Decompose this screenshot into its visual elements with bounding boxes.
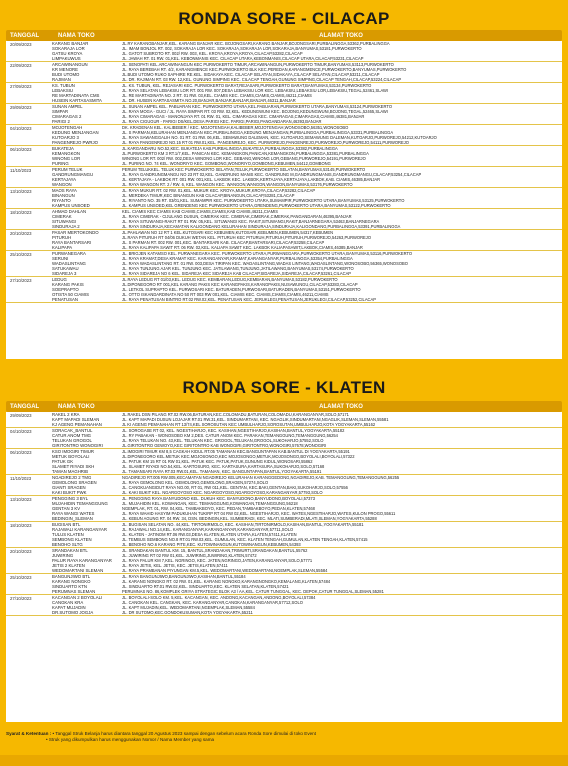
- store-name: CANGKAN KRA: [52, 600, 84, 605]
- store-address: JL. RAYA SIDAREJA NO 6 KEL. SIDAREJA KEC SIDAREJA KAB CILACAP,SIDAREJA,SIDAREJA,CILACAP,53261,CILACAP: [122, 271, 352, 276]
- store-name: SORACAK_BANTUL: [52, 428, 93, 433]
- store-name: PARIGI 2: [52, 119, 70, 124]
- date-group: [6, 209, 562, 230]
- store-address: JL.RAYA LEDUG RT 01/03,KEL. LEDUG KEC. KEMBARAN,LEDUG,KEMBARAN,BANYUMAS,53182,PURWOKERTO: [122, 277, 338, 282]
- store-address: JL. BUGISAN SELATAN NO. 44,KEL. TIRTONIRMOLO, KEC. KASIHAN,TIRTONIRMOLO,KASIHAN,BANTUL,YOGYAKARTA,55181: [122, 522, 364, 527]
- store-address: JL.DIPONEGORO KEL.METUK KEC.MOJOSONGO,KEC MOJOSONGO,METUK,MOJOSONGO,BOYOLALI,BOYOLALI,57322: [122, 454, 355, 459]
- store-name: PENGGING 3 BYL: [52, 496, 89, 501]
- table-row: [50, 182, 562, 187]
- date-group: [6, 41, 562, 62]
- store-name: WANGON: [52, 182, 72, 187]
- store-name: KS. TUBUN: [52, 83, 75, 88]
- store-address: JL. DR. RAJIMAN RT. 03 RW. 12,KEL. GUNUNG SIMPING KEC. CILACAP TENGAH,GUNUNG SIMPING,CILACAP TENGAH,CILACAP,53224,CILACAP: [122, 77, 402, 82]
- store-address: JL. RAYA PALUR KM 7,KEL. NGRINGO, KEC. JATEN,NGRINGO,JATEN,KARANGANYAR,SOLO,57771: [122, 558, 313, 563]
- row-date: 20/09/2023: [10, 42, 32, 47]
- row-date: 18/10/2023: [10, 523, 32, 528]
- store-address: PERUM TELUKKEL. TELUK KEC PURWOKERTO SELATAN,TELUK,PURWOKERTO SELATAN,BANYUMAS,53145,PURWOKERTO: [122, 167, 366, 172]
- store-name: KUTOARJO 3: [52, 135, 79, 140]
- header-store-address: ALAMAT TOKO: [319, 403, 363, 410]
- store-address: JL. RAYA PRAMBANAN PIYUNGAN KM.5,KEL. WEDOMARTANI,WEDOMARTANI,NGEMPLAK,SLEMAN,55584: [122, 568, 328, 573]
- store-address: JL. KERTAJAYA - LAKBOK RT. 001 RW. 001,KEL. LAKBOK KEC. LAKBOK,KERTAJAYA,KERTAJAYA,LAKBOK,KAB. CIAMIS,46385,BANJAR: [122, 177, 381, 182]
- store-address: DK. KRADENAN KEL. KALIBEBER / KEC. MOJOTENGAH,KALIBEBER,MOJOTENGAH,WONOSOBO,56351,WONOSOBO: [122, 125, 349, 130]
- store-address: JL. S PARMAN RT. 002 RW. 001,KEC. BANTARSARI KAB. CILACAP,BANTARSARI,CILACAP,53258,CILACAP: [122, 240, 325, 245]
- terms-line-2: • Struk yang dikumpulkan harus menggunakan Nomor / Nama Member yang sama: [46, 737, 215, 742]
- row-date: 04/10/2023: [10, 429, 32, 434]
- store-address: JL. KARANG NONGKO RT. 02 RW. 01,KEL. KARANG NONGKO,KARANGNONGKO,KEMALANG,KLATEN,57484: [122, 579, 331, 584]
- store-address: JL.GIRITONTRO GEWOYO,KEC GIRITONTRO KAB WONOGIRI,GIRITONTRO,WONOGIRI,57678,WONOGIRI: [122, 443, 327, 448]
- date-group: [6, 277, 562, 303]
- terms-footer: [6, 731, 562, 743]
- store-address: JL. JUWIRING RT 02 RW 01,KEL. JUWIRING,JUWIRING,KLATEN,57472: [122, 553, 257, 558]
- store-address: JL. SENOPATI KEL.ARCAWINANGUN KEC PURWOKERTO TIMUR,ARCAWINANGUN,PURWOKERTO TIMUR,BANYUMAS,53113,PURWOKERTO: [122, 62, 394, 67]
- store-name: KARANG BANJAR: [52, 41, 89, 46]
- store-address: JL. CANGKUANGIDUT RAYA NO.00, RT 01, RW 011,KEL. GENTAN, KEC.BAKI,GENTAN,BAKI,SUKOHARJO,SOLO,57556: [122, 485, 348, 490]
- header-date: TANGGAL: [10, 32, 40, 39]
- store-address: JL.IMOGIRI TIMUR KM 8,5 CAGKAH KIDUL RT.05 TAMANAN KEC.BANGUNTAPAN KAB.BANTUL DI YOGYAKARTA,55191: [122, 449, 350, 454]
- date-group: [6, 574, 562, 595]
- store-name: RAJIMAN: [52, 77, 71, 82]
- store-name: KAKI BUKIT PWK: [52, 490, 87, 495]
- store-name: KR MENORE: [52, 67, 79, 72]
- store-name: SRANDAKAN BTL: [52, 548, 88, 553]
- store-name: GIANTI SRAGEN: [52, 485, 86, 490]
- store-name: SEMBONG KLATEN: [52, 537, 92, 542]
- store-address: JL. MUJAHIDIN KEL. KOWANGAN, KEC. TEMANGGUNG,KOWANGAN,TEMANGGUNG,56218: [122, 501, 298, 506]
- store-address: JL. BOYOLALI-SOLO KM. 5,KEL. KACANGAN, KEC. ANDONG,KACANGAN,ANDONG,BOYOLALI,57384: [122, 595, 316, 600]
- date-group: [6, 449, 562, 475]
- store-name: BANGUNJIWO BTL: [52, 574, 91, 579]
- store-address: JL. RAYA SITUWANGI-RAKIT RT 01 RW. 05,KEL. SITUWANGI KEC. RAKIT,SITUWANGI,RAKIT,BANJARNEGARA,53463,BANJARNEGARA: [122, 219, 380, 224]
- store-name: KARANG NONGKO: [52, 579, 91, 584]
- store-address: JL.PURWOKERTO KM 3 RT.1/7,KEL. PANICAN KEC. KEMANGKON,PANICAN,KEMANGKON,PURBALINGGA,53381,PURBALINGGA: [122, 151, 369, 156]
- store-address: JL. RAYA WADASLINTANG RT. 01 RW. 003,DESA TIRIPAN KEC. WADASLINTANG,WADAS LINTANG,WADASLINTANG,WONOSOBO,56365,WONOSOBO: [122, 261, 408, 266]
- store-address: JL. SINDUARTO RT.01 RW.02,KEL. SINDUARTO,KEC. KLATEN SELATAN,KLATEN,57421: [122, 584, 289, 589]
- store-name: PITURUH: [52, 235, 72, 240]
- store-address: JL. RAYA BEREBAH RT. 4/2, KARANGMENCE KEC.PURWOKERTO BLK KEC.PEREDAN,KARANGMENCE,PURWOKERTO,BANYUMAS,PURWOKERTO: [122, 67, 407, 72]
- store-address: JL. DR. HUSEIN KARTASASMITA NO.20,BANJAR,BANJAR,BANJAR,BANJAR,46311,BANJAR: [122, 98, 296, 103]
- store-name: GIRITONTRO WONOGIRI: [52, 443, 103, 448]
- store-address: JL. RAYA TUNJUNG AJAR KEL. TUNJUNG KEC. JATILAWANG,TUNJUNG,JATILAWANG,BANYUMAS,53174,PURWOKERTO: [122, 266, 354, 271]
- row-date: 29/09/2023: [10, 413, 32, 418]
- store-name: LEDUG: [52, 277, 67, 282]
- store-name: KALIPAPA: [52, 245, 73, 250]
- row-date: 11/10/2023: [10, 168, 32, 173]
- store-name: SIDAREJA 3: [52, 271, 77, 276]
- store-name: SOEPRAPTO: [52, 287, 79, 292]
- store-name: BUGISAN BTL: [52, 522, 81, 527]
- store-name: PANGENREJO PWRJO: [52, 140, 98, 145]
- store-name: BENOHO SLTG: [52, 542, 83, 547]
- store-address: JL. RAYA MUKUR RT. 02 RW. 01,KEL. MUKUR KEC. KROYA,MUKUR,KROYA,CILACAP,53282,CILACAP: [122, 188, 316, 193]
- date-group: [6, 412, 562, 428]
- store-name: BUKATEJA: [52, 146, 74, 151]
- store-address: JL. IMAM BONJOL RT. 002, SOKARAJA LOR KEC. SOKARAJA,SOKARAJA LOR,SOKARAJA,BANYUMAS,53181,PURWOKERTO: [122, 46, 362, 51]
- table-body: [6, 41, 562, 359]
- table-header: [6, 30, 562, 41]
- date-group: [6, 251, 562, 277]
- store-name: SERUNI: [52, 256, 69, 261]
- row-date: 29/09/2023: [10, 105, 32, 110]
- store-name: JUWIRING: [52, 553, 74, 558]
- row-date: 27/09/2023: [10, 84, 32, 89]
- table-row: [50, 271, 562, 276]
- store-name: OTISTA 50 CIAMIS: [52, 292, 89, 297]
- store-address: JL.RY KARANGBANJAR,KEL. KARANG BANJAR KEC. BOJONGSARI,KARANG BANJAR,BOJONGSARI,PURBALINGGA,53362,PURBALINGGA: [122, 41, 390, 46]
- store-address: JL. TEMBUS SEMBONG NO.8 RT.01 RW.03,KEL. GUMULAN, KEC. KLATEN TENGAH,GUMULAN,KLATEN TENGAH,KLATEN,57415: [122, 537, 368, 542]
- store-address: JL. RAYA SELATAN LEBAKSIU LOR RT. 001 RW. 007,DESA LEBAKSIU LOR KEC. LEBAKSIU,LEBAKSIU LOR,LEBAKSIU,TEGAL,52461,SLAWI: [122, 88, 389, 93]
- date-group: [6, 104, 562, 125]
- store-name: KACANGAN 2 BOYOLALI: [52, 595, 103, 600]
- table-header: [6, 401, 562, 412]
- store-address: JL. RY PABAKAN - WONOSOBO KM 2,DES. CATUR ANOM KEC. PARAKAN,TEMANGGUNG,TEMANGGUNG,56254: [122, 433, 338, 438]
- row-date: 13/10/2023: [10, 189, 32, 194]
- table-row: [50, 490, 562, 495]
- header-date: TANGGAL: [10, 403, 40, 410]
- store-name: PALUR RAYA KARANGANYAR: [52, 558, 112, 563]
- table-row: [50, 140, 562, 145]
- store-address: JL. CANGKAN KEL. CANGKAN, KEC. KARANGANYAR,CANGKAN,KARANGANYAR,57712,SOLO: [122, 600, 303, 605]
- table-body: [6, 412, 562, 722]
- store-name: BINANGUN: [52, 193, 75, 198]
- store-name: RAYA WANGI WATES: [52, 511, 95, 516]
- store-name: GANDRUNGMANGU: [52, 172, 94, 177]
- store-name: CATUR ANOM TMG: [52, 433, 91, 438]
- store-address: JL.RAYA PITURUH RT 04/06 DUKUH WETAN KEL. PITURUH KEC PITURUH,PITURUH,PITURUH,PURWOREJO,54263,PURWOREJO: [122, 235, 372, 240]
- store-name: METUK BOYOLALI: [52, 454, 90, 459]
- store-address: JL. KAPT MUJADIN,KEL. WEDOMARTANI,NGEMPLAK,SLEMAN,55584: [122, 605, 255, 610]
- store-address: JL. RAYA CIGUGUR - PARIGI DS/KEL.DESA PARIGI KEC. PARIGI,PARIGI,PANGANDARAN,46393,BANJAR: [122, 119, 322, 124]
- store-name: MUJAHIDIN TEMANGGUNG: [52, 501, 108, 506]
- store-name: KSO IMOGIRI TIMUR: [52, 449, 94, 454]
- store-name: NGADIREJO 2 TMG: [52, 475, 92, 480]
- table-row: [50, 119, 562, 124]
- store-name: BEDINGIN_SLEMAN: [52, 516, 93, 521]
- store-name: ARCAWINANGUN: [52, 62, 88, 67]
- date-group: [6, 548, 562, 574]
- store-address: JL. TAMANSARI RAYA RT.03 RW.01,KEL. TAMANAN, KEC. BANGUNTAPAN,BANTUL,YOGYAKARTA,55191: [122, 469, 322, 474]
- row-date: 13/10/2023: [10, 497, 32, 502]
- store-name: BUDI UTOMO: [52, 72, 80, 77]
- store-name: RAKEL 2 KRA: [52, 412, 80, 417]
- store-name: TELUKAN GROGOL: [52, 438, 92, 443]
- store-address: JL. RAYA MOGA - GUCI / JL. RAYA SIMPAR RT. 03 RW. 02,KEL. KEDUNGWUNI KEC. BOJONG,KEDUNGWUNI,BOJONG,TEGAL,52465,SLAWI: [122, 109, 388, 114]
- store-name: PENATUSAN: [52, 297, 78, 302]
- row-date: 20/10/2023: [10, 549, 32, 554]
- table-row: [50, 469, 562, 474]
- store-name: GEMOLONG SRAGEN: [52, 480, 97, 485]
- store-address: KEL. CIAMIS KEC CIAMIS KAB CIAMIS,CIAMIS,CIAMIS,KAB CIAMIS,46211,CIAMIS: [122, 209, 278, 214]
- store-name: MOJOTENGAH: [52, 125, 83, 130]
- store-address: JL. PURING NO. 74 KEL. WONORIYO KEC. GOMBONG,WONORIYO,GOMBONG,KEBUMEN,54412,GOMBONG: [122, 161, 331, 166]
- store-name: CIMARAGAS 2: [52, 114, 82, 119]
- store-address: JL. PENGGING RAYA BANYUDONO KEL. DUKUH KEC. BANYUDONO,BANYUDONO,BOYOLALI,57373: [122, 496, 315, 501]
- store-address: JL. DR SUTOMO,KEC.GONDOKUSUMAN,KOTA YOGYAKARTA,55211: [122, 610, 253, 615]
- store-address: JL. JAWAH RT. 01 RW. 01,KEL. KEBONMANIS KEC. CILACAP UTARA,KEBONMANIS,CILACAP UTARA,CILACAP,53231,CILACAP: [122, 56, 364, 61]
- section-klaten: [6, 375, 562, 722]
- store-address: JL. MERDEKA TIMUR,KEC BINANGUN KAB CILACAP,BINANGUN,CILACAP,53281,CILACAP: [122, 193, 295, 198]
- table-row: [50, 203, 562, 208]
- store-name: TAMAN MAGHRIB: [52, 469, 88, 474]
- date-group: [6, 595, 562, 616]
- table-row: [50, 589, 562, 594]
- header-store-name: NAMA TOKO: [58, 403, 95, 410]
- store-name: PASAR MERTOKONDO: [52, 230, 99, 235]
- store-address: JL.KARGANDARU NO.52,KEC. BUKATEJA KAB.PURBALINGGA,BUKATEJA,PURBALINGGA,53382,PURBALINGGA: [122, 146, 338, 151]
- table-row: [50, 161, 562, 166]
- header-store-name: NAMA TOKO: [58, 32, 95, 39]
- store-address: JL. RAYA CIMARAGAS - MANONJAYA RT. 01 RW. 01, KEL. CIMARAGAS KEC. CIMARAGAS,CIMARAGAS,CIAMIS,46381,BANJAR: [122, 114, 365, 119]
- store-address: JL. RAYA SINDURAJA,KECAMATAN KALIGONDANG KELURAHAN SINDURAJA,SINDURAJA,KALIGONDANG,PURBALINGGA,53391,PURBALINGGA: [122, 224, 401, 229]
- store-address: JL. RIYANTO NO. 35 RT. 03/01,KEL. SUMAMPIR KEC. PURWOKERTO UTARA,SUMAMPIR,PURWOKERTO UTARA,BANYUMAS,53125,PURWOKERTO: [122, 198, 405, 203]
- store-name: KARANG PAKIS: [52, 282, 84, 287]
- store-name: WADASLINTANG: [52, 261, 86, 266]
- table-row: [50, 245, 562, 250]
- store-name: KAPT MAPADI SLEMAN: [52, 417, 100, 422]
- store-address: JL. RAJAWALI NO.14,KEL. KARANGANYAR,KARANGANYAR,KARANGANYAR,57711,SOLO: [122, 527, 294, 532]
- store-name: SUNAN AMPEL: [52, 104, 83, 109]
- terms-line-1: • Tanggal Struk Belanja harus diantara tanggal 20 Agustus 2023 sampai dengan sebelum acara Ronda Sore dimulai di toko Event: [52, 731, 317, 736]
- store-address: JL. KS. TUBUN, KEL. REJASARI KEC. PURWOKERTO BARAT,REJASARI,PURWOKERTO BARAT,BANYUMAS,53134,PURWOKERTO: [122, 83, 372, 88]
- store-name: PURWANEGARA: [52, 251, 86, 256]
- store-name: KAPAT MUJADIN: [52, 605, 86, 610]
- date-group: [6, 146, 562, 167]
- table-row: [50, 77, 562, 82]
- date-group: [6, 496, 562, 522]
- store-address: JL. RAYA KRAMAT,DESA KRAMAT KEC. KARANGANYAR,KRAMAT,KARANGANYAR,PURBALINGGA,53354,PURBALINGGA: [122, 256, 353, 261]
- store-name: KEDUNG MENJANGAN: [52, 130, 99, 135]
- store-address: JL KI AGENG PEMANAHAN RT 13/74,KEL SOROSUTAN KEC UMBULHARJO,SOROSUTAN,UMBULHARJO,KOTA YOGYAKARTA,55162: [122, 422, 376, 427]
- table-row: [50, 610, 562, 615]
- store-name: PERUM TELUK: [52, 167, 83, 172]
- store-name: MAOS RAYA: [52, 188, 77, 193]
- store-address: JL. BRIGJEN KATAMSO KEL. PURWANEGARA KEC. PURWOKERTO UTARA,PURWANEGARA,PURWOKERTO UTARA,BANYUMAS,53116,PURWOKERTO: [122, 251, 413, 256]
- footer-band: [0, 755, 568, 766]
- store-name: TULUS KLATEN: [52, 532, 84, 537]
- date-group: [6, 188, 562, 209]
- store-name: PATUK GK: [52, 459, 74, 464]
- store-name: SINDURAJA 2: [52, 224, 80, 229]
- store-address: NGEMPLAK, RT. 01, RW. 04,KEL. TAMBAKBOYO, KEC. PEDAN,TAMBAKBOYO,PEDAN,KLATEN,57468: [122, 506, 315, 511]
- store-address: JL. SUNAN AMPEL KEL. PABUARAN KEC. PURWOKERTO UTARA,KEL.PABUARAN,PURWOKERTO UTARA,BANYUMAS,53124,PURWOKERTO: [122, 104, 393, 109]
- store-address: PERUMNAS NO. 86,KOMPLEK GRIYA STRATEGIC BLOK A3 / AA,KEL. CATUR TUNGGAL, KEC. DEPOK,CATUR TUNGGAL,SLEMAN,55281: [122, 589, 384, 594]
- date-group: [6, 522, 562, 548]
- date-group: [6, 83, 562, 104]
- store-name: WINONG LOR: [52, 156, 81, 161]
- store-name: AHMAD DAHLAN: [52, 209, 87, 214]
- store-address: JL.DIPONEGORO RT 001,KEL KARANG PAKIS KEC KARANGPAKIS,KARANGPAKIS,NUSAWUNGU,CILACAP,53283,CILACAP: [122, 282, 358, 287]
- table-row: [50, 443, 562, 448]
- store-address: JL. RAYA SAWANGGALIH NO. 01 RT. 01 RW. 06,KEL. SEMAWUNG DALEMAN, KEC. KUTOARJO,SEMAWUNG DALEMAN,KUTOARJO,PURWOREJO,54212,KUTOARJO: [122, 135, 437, 140]
- store-address: JL. GATOT SUBROTO RT. 002/ RW. 003, KEL. KROYA,KROYA,KROYA,CILACAP,53282,CILACAP: [122, 51, 303, 56]
- date-group: [6, 428, 562, 449]
- store-address: JL. PATUK KM 15 RT 01 RW 01,KEL. PATUK KEC. PATUK,PATUK,GUNUNG KIDUL,WONOSARI,55862: [122, 459, 313, 464]
- store-name: SINDUARTO KTN: [52, 584, 87, 589]
- store-name: DR.SUTOMO JOGJA: [52, 610, 94, 615]
- store-address: JL. RAYA TELUKAN NO. 43,KEL. TELUKAN KEC. GROGOL,TELUKAN,GROGOL,SUKOHARJO,57552,SOLO: [122, 438, 324, 443]
- store-address: NGADIREJO RT.005 RW.005,KECAMATAN NGADIREJO KELURAHAN KARANGGEDONG,NGADIREJO,KAB. TEMANGGUNG,TEMANGGUNG,56255: [122, 475, 400, 480]
- store-address: JL. KEBUN AGUNG RT. 04 RW. 34, DSN. BEDINGIN,KEL. SUMBERADI, KEC. MLATI,SUMBERADI,MLATI,SLEMAN,YOGYAKARTA,55288: [122, 516, 377, 521]
- store-name: KJ AGENG PEMANAHAN: [52, 422, 102, 427]
- store-address: JL. SRANDAKAN BANTUL KM. 15, BANTUL,SRANDAKAN,TRIMURTI,SRANDAKAN,BANTUL,55762: [122, 548, 308, 553]
- store-name: PERUMNAS SLEMAN: [52, 589, 96, 594]
- store-address: JL. BENOHO NO.6 KARANG PITE,KEC. KUTOWINANGUN,KUTOWINANGUN,KEBUMEN,54393: [122, 542, 301, 547]
- store-address: JL. RE MARTADINATA NO. 2 RT. 01 RW. 03,KEL. CIAMIS KEC. CIAMIS,CIAMIS,CIAMIS,46211,CIAMIS: [122, 93, 312, 98]
- row-date: 11/10/2023: [10, 476, 32, 481]
- store-address: JL. LETKOL SUPRAPTO KEL. PURWOSARI KEC. BATURADEN,PURWOSARI,BATURADEN,BANYUMAS,53151,PURWOKERTO: [122, 287, 361, 292]
- row-date: 04/10/2023: [10, 126, 32, 131]
- store-name: WEDOMARTANI SLEMAN: [52, 568, 104, 573]
- store-address: JL. RAYA PENATUSAN BINTRO RT.02 RW.02,KEL. PENATUSAN KEC. JERUKLEGI,PENATUSAN,JERUKLEGI,CILACAP,53252,CILACAP: [122, 297, 376, 302]
- store-address: JL. KLATEN - JATINOM RT.06 RW.03,DESA KLATEN,KLATEN UTARA,KLATEN,57411,KLATEN: [122, 532, 297, 537]
- store-address: JL. RAYA CIMERAK - CIJULANG DUSUN, CIMERAK KEC. CIMERAK,CIMERAK,CIMERAK,PANGANDARAN,46395,BANJAR: [122, 214, 352, 219]
- store-address: JL. RAYA GANDRUNGMANGU NO 23 RT 02,KEL. GANDRUNG MANIS KEC. GANDRUNG M,GANDRUNGMANIS,GANDRUNGMANGU,CILACAP,53254,CILACAP: [122, 172, 422, 177]
- store-address: JL.PAHLAWAN NO 12 RT 1 KEL.KUTOSARI KEC KEBUMEN,KUTOSARI,KEBUMEN,KEBUMEN,54317,KEBUMEN: [122, 230, 334, 235]
- terms-label: Syarat & Ketentuan :: [6, 731, 52, 736]
- store-address: JL. SOROGASE RT 02, KEL. NGESTIHARJO, KEC. KASIHAN,NGESTIHARJO,KASIHAN,BANTUL,YOGYAKARTA,55182: [122, 428, 345, 433]
- store-name: RAJAWALI KARANGANYAR: [52, 527, 107, 532]
- store-address: JL. RAYA WANGON RT. 2 / RW. 6, KEL. WANGON KEC. WANGON,WANGON,WANGON,BANYUMAS,53176,PURWOKERTO: [122, 182, 353, 187]
- table-row: [50, 98, 562, 103]
- table-row: [50, 516, 562, 521]
- table-row: [50, 56, 562, 61]
- store-address: JL.RAKEL DSN PILANG RT.02 RW.06,BATURAN,KEC.COLOMADU,BATURAN,COLOMADU,KARANGANYAR,SOLO,57171: [122, 412, 349, 417]
- store-address: JL.BUDI UTOMO RUKO SAPHIRE RE.KEL. SIDAKAYA KEC. CILACAP SELATAN,SIDAKAYA,CILACAP SELATAN,CILACAP,53211,CILACAP: [122, 72, 380, 77]
- table-row: [50, 297, 562, 302]
- row-date: 25/10/2023: [10, 575, 32, 580]
- store-address: JL. RAYA JETIS, KEL. JETIS, KEC. JETIS,KLATEN,57411: [122, 563, 228, 568]
- section-title: RONDA SORE - CILACAP: [178, 9, 390, 28]
- store-address: JL. SLAMET RIYADI NO.54,KEL. KARTOSURO, KEC. KARTASURA,KARTASURA,SUKOHARJO,SOLO,57168: [122, 464, 325, 469]
- row-date: 27/10/2023: [10, 596, 32, 601]
- row-date: 06/10/2023: [10, 147, 32, 152]
- store-address: JL. RAYA KALIPAPA SAWIT RT. 06 RW. 02,KEL. KALIAPA SAWIT KEC. LAKBOK KALIAPASAWIT,LAKBOK,CIAMIS,46385,BANJAR: [122, 245, 363, 250]
- date-group: [6, 125, 562, 146]
- header-store-address: ALAMAT TOKO: [319, 32, 363, 39]
- row-date: 20/10/2023: [10, 231, 32, 236]
- store-name: SIMPAR: [52, 109, 69, 114]
- store-name: KAMPUS UNSOED: [52, 203, 90, 208]
- store-address: JL. RAYA WAHID HASYIM PADUKUHAN TUKIRP RT 04 RW 02,KEL. NGESTIHARJO, KEC. WATES,NGESTIHARJO,WATES,KULON PROGO,55611: [122, 511, 396, 516]
- table-row: [50, 422, 562, 427]
- store-name: LIMPAKUWUS: [52, 56, 81, 61]
- table-row: [50, 568, 562, 573]
- date-group: [6, 230, 562, 251]
- store-name: RE MARTADINATA CMS: [52, 93, 100, 98]
- store-address: JL. S PARMAN,KELURAHAN MENJANGAN KEC.PURBALINGGA,KEDUNG MENJANGAN,PURBALINGGA,PURBALINGGA,53331,PURBALINGGA: [122, 130, 394, 135]
- store-name: KEMANGKON: [52, 151, 80, 156]
- date-group: [6, 475, 562, 496]
- store-address: JL. KAPT MAPADI DUSUN LOJAJAR RT.01 RW.31,KEL. SINDUMARTANI, KEC. NGAGLIK,SINDUMARTANI,NGAGLIK,SLEMAN,SLEMAN,55581: [122, 417, 389, 422]
- store-name: SITUWANGI: [52, 219, 77, 224]
- store-address: JL. RAYA BANGUNJIWO,BANGUNJIWO,KASIHAN,BANTUL,55184: [122, 574, 246, 579]
- store-address: WINONG LOR RT. 002/ RW. 002,DESA WINONG LOR KEC. GEBANG,WINONG LOR,GEBANG,PURWOREJO,54191,PURWOREJO: [122, 156, 366, 161]
- row-date: 22/09/2023: [10, 63, 32, 68]
- store-name: SATUKAWAU: [52, 266, 79, 271]
- table-row: [50, 542, 562, 547]
- row-date: 06/10/2023: [10, 450, 32, 455]
- store-address: JL. OTTO ISKANDARDINATA NO 50 RT 003 RW 001,KEL. CIAMIS KEC. CIAMIS,CIAMIS,CIAMIS,46211,CIAMIS: [122, 292, 329, 297]
- store-name: KERTAJAYA: [52, 177, 77, 182]
- store-name: GATSU KROYA: [52, 51, 83, 56]
- row-date: 25/10/2023: [10, 252, 32, 257]
- table-row: [50, 224, 562, 229]
- store-name: JETIS 2 KLATEN: [52, 563, 85, 568]
- row-date: 27/10/2023: [10, 278, 32, 283]
- store-name: PURING: [52, 161, 69, 166]
- store-name: SLAMET RIYADI SKH: [52, 464, 95, 469]
- store-name: RIYANTO: [52, 198, 71, 203]
- store-name: GENTAN 3 KV: [52, 506, 81, 511]
- store-name: LEBAKSIU: [52, 88, 74, 93]
- row-date: 18/10/2023: [10, 210, 32, 215]
- store-name: RAYA BANTARSARI: [52, 240, 92, 245]
- section-title: RONDA SORE - KLATEN: [182, 378, 386, 397]
- store-address: JL. RAYA GEMOLONG KEL. GEMOLONG,GEMOLONG,SRAGEN,57274,SOLO: [122, 480, 269, 485]
- date-group: [6, 62, 562, 83]
- date-group: [6, 167, 562, 188]
- section-cilacap: [6, 8, 562, 359]
- store-name: HUSEIN KARTASASMITA: [52, 98, 102, 103]
- store-address: JL. RAYA PANGENREJO NO.15 RT 01 RW.01,KEL. PANGENREJO, KEC. PURWOREJO,PANGENREJO,PURWOREJO,PURWOREJO,54111,PURWOREJO: [122, 140, 409, 145]
- store-name: SOKARAJA LOR: [52, 46, 85, 51]
- store-address: JL. KAMPUS UNSOED,KEL GRENDENG KEC PURWOKERTO UTARA,GRENDENG,PURWOKERTO UTARA,BANYUMAS,53122,PURWOKERTO: [122, 203, 391, 208]
- store-name: CIMERAK: [52, 214, 72, 219]
- store-address: JL. KAKI BUKIT KEL. NGARGOYOSO KEC. NGARGOYOSO,NGARGOYOSO,KARANGANYAR,57793,SOLO: [122, 490, 323, 495]
